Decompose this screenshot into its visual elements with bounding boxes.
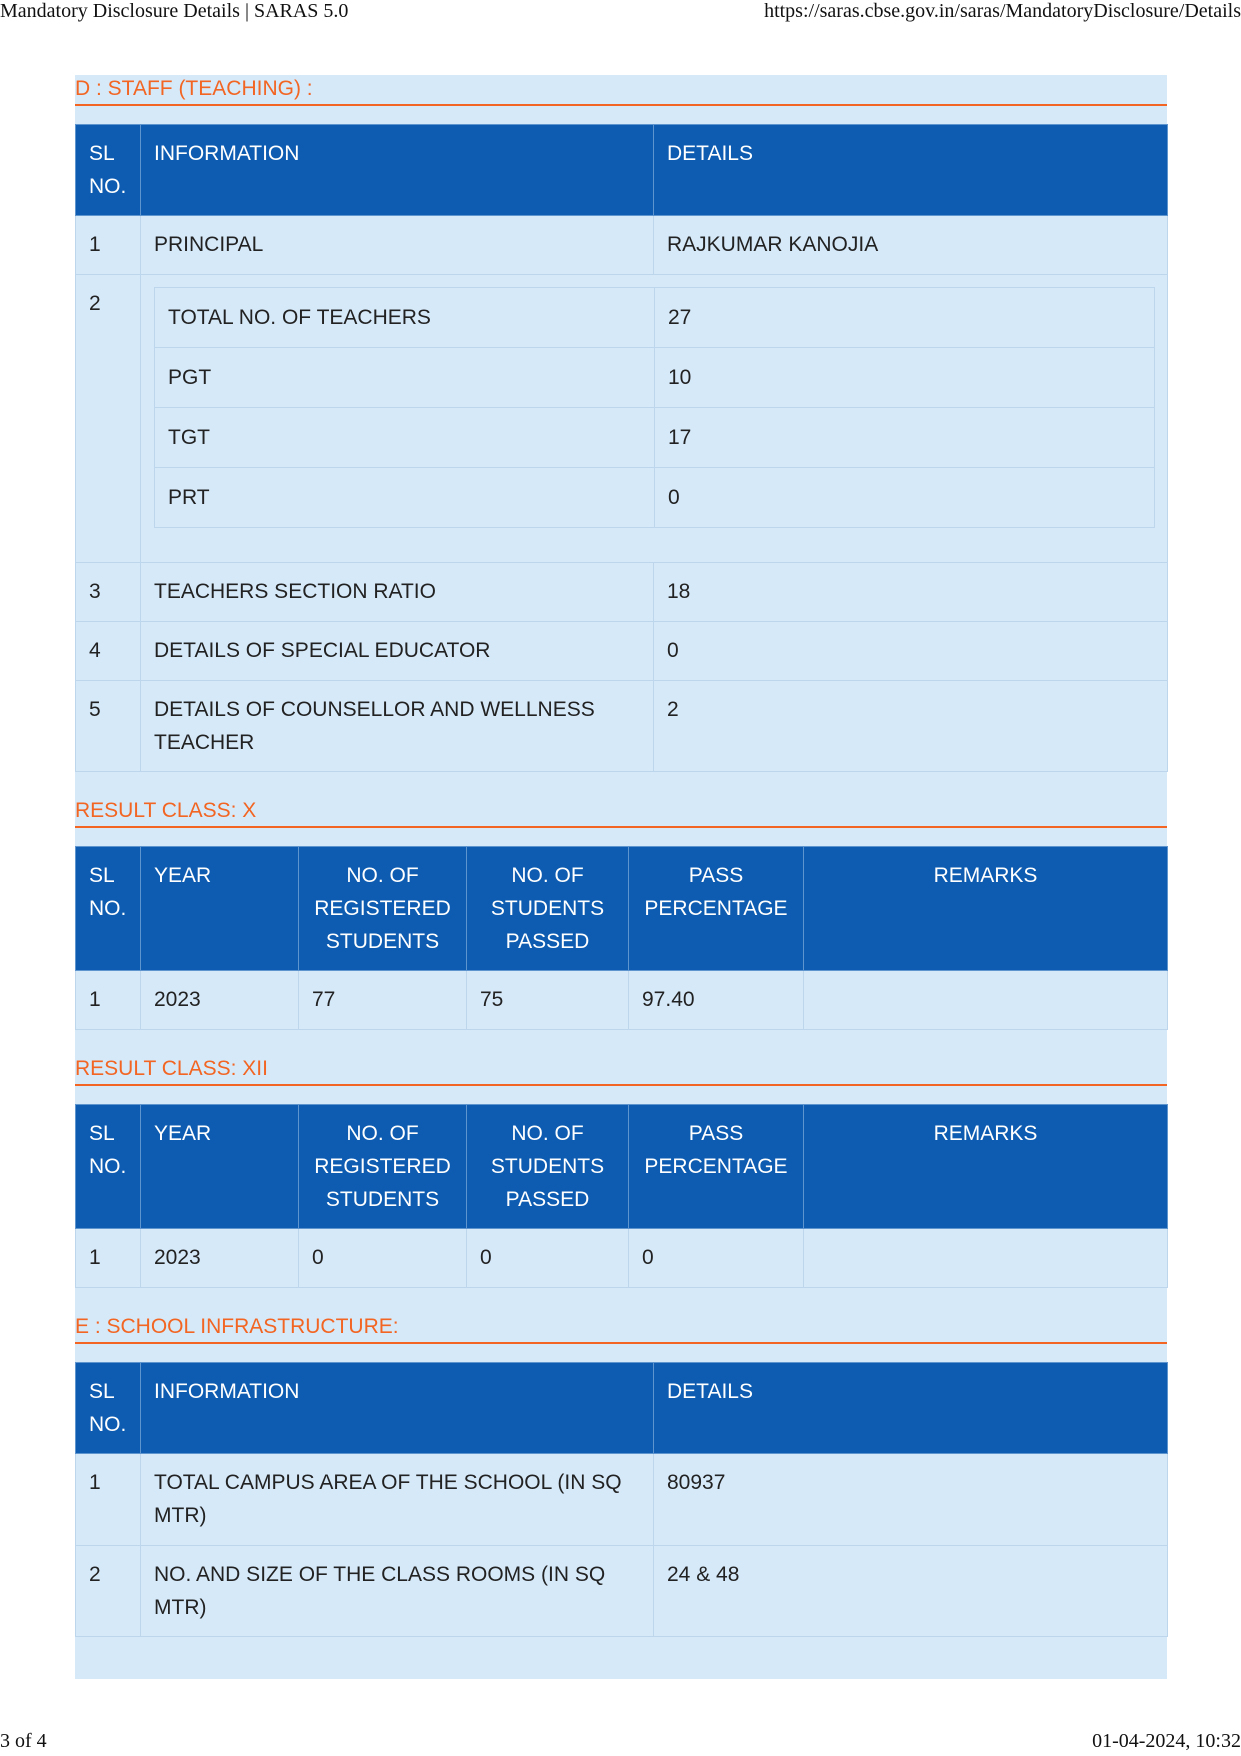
cell-pass-percentage: 97.40	[629, 971, 804, 1030]
print-header-url: https://saras.cbse.gov.in/saras/MandatoryDisclosure/Details	[764, 0, 1241, 22]
table-row	[76, 681, 1168, 772]
cell-registered: 0	[299, 1229, 467, 1288]
table-row	[76, 563, 1168, 622]
cell-sl: 4	[76, 622, 141, 681]
cell-sl: 1	[76, 971, 141, 1030]
cell-details: 80937	[654, 1454, 1168, 1546]
cell-remarks	[804, 1229, 1168, 1288]
col-header-information: INFORMATION	[141, 125, 654, 216]
sub-details: 27	[655, 288, 1155, 348]
cell-details: 24 & 48	[654, 1546, 1168, 1637]
cell-passed: 75	[467, 971, 629, 1030]
section-title-result-x: RESULT CLASS: X	[75, 798, 1167, 828]
cell-year: 2023	[141, 1229, 299, 1288]
col-header-pass-percentage: PASS PERCENTAGE	[629, 847, 804, 971]
result-xii-table	[75, 1104, 1168, 1288]
cell-sl: 1	[76, 1229, 141, 1288]
col-header-passed: NO. OF STUDENTS PASSED	[467, 847, 629, 971]
list-item	[155, 348, 1155, 408]
cell-passed: 0	[467, 1229, 629, 1288]
col-header-remarks: REMARKS	[804, 847, 1168, 971]
print-footer	[0, 1730, 1241, 1756]
table-header-row	[76, 847, 1168, 971]
list-item	[155, 468, 1155, 528]
cell-year: 2023	[141, 971, 299, 1030]
table-row	[76, 1546, 1168, 1637]
table-row	[76, 216, 1168, 275]
table-row	[76, 622, 1168, 681]
table-row	[76, 1229, 1168, 1288]
col-header-information: INFORMATION	[141, 1363, 654, 1454]
cell-details: 18	[654, 563, 1168, 622]
print-header	[0, 0, 1241, 26]
sub-details: 0	[655, 468, 1155, 528]
sub-info: TGT	[155, 408, 655, 468]
cell-details: 2	[654, 681, 1168, 772]
sub-details: 17	[655, 408, 1155, 468]
cell-info: DETAILS OF SPECIAL EDUCATOR	[141, 622, 654, 681]
sub-info: PRT	[155, 468, 655, 528]
col-header-sl-no: SL NO.	[76, 847, 141, 971]
cell-pass-percentage: 0	[629, 1229, 804, 1288]
cell-details: 0	[654, 622, 1168, 681]
cell-sl: 1	[76, 216, 141, 275]
cell-info: DETAILS OF COUNSELLOR AND WELLNESS TEACHER	[141, 681, 654, 772]
teacher-breakdown-table	[154, 287, 1155, 528]
cell-sl: 1	[76, 1454, 141, 1546]
col-header-sl-no: SL NO.	[76, 1363, 141, 1454]
cell-sl: 3	[76, 563, 141, 622]
cell-info: PRINCIPAL	[141, 216, 654, 275]
col-header-registered: NO. OF REGISTERED STUDENTS	[299, 1105, 467, 1229]
cell-remarks	[804, 971, 1168, 1030]
col-header-year: YEAR	[141, 1105, 299, 1229]
col-header-year: YEAR	[141, 847, 299, 971]
section-title-staff: D : STAFF (TEACHING) :	[75, 76, 1167, 106]
cell-sl: 2	[76, 1546, 141, 1637]
col-header-passed: NO. OF STUDENTS PASSED	[467, 1105, 629, 1229]
section-title-infrastructure: E : SCHOOL INFRASTRUCTURE:	[75, 1314, 1167, 1344]
col-header-registered: NO. OF REGISTERED STUDENTS	[299, 847, 467, 971]
table-row	[76, 971, 1168, 1030]
list-item	[155, 408, 1155, 468]
cell-sl: 2	[76, 275, 141, 563]
result-x-table	[75, 846, 1168, 1030]
sub-info: TOTAL NO. OF TEACHERS	[155, 288, 655, 348]
cell-details: RAJKUMAR KANOJIA	[654, 216, 1168, 275]
sub-details: 10	[655, 348, 1155, 408]
infrastructure-table	[75, 1362, 1168, 1637]
cell-info: TOTAL CAMPUS AREA OF THE SCHOOL (IN SQ MTR)	[141, 1454, 654, 1546]
table-header-row	[76, 1105, 1168, 1229]
table-row	[76, 1454, 1168, 1546]
section-title-result-xii: RESULT CLASS: XII	[75, 1056, 1167, 1086]
cell-info: TEACHERS SECTION RATIO	[141, 563, 654, 622]
print-datetime: 01-04-2024, 10:32	[1092, 1730, 1241, 1752]
cell-registered: 77	[299, 971, 467, 1030]
print-header-title: Mandatory Disclosure Details | SARAS 5.0	[0, 0, 349, 22]
cell-teacher-breakdown	[141, 275, 1168, 563]
table-header-row	[76, 1363, 1168, 1454]
cell-sl: 5	[76, 681, 141, 772]
list-item	[155, 288, 1155, 348]
col-header-details: DETAILS	[654, 1363, 1168, 1454]
col-header-details: DETAILS	[654, 125, 1168, 216]
cell-info: NO. AND SIZE OF THE CLASS ROOMS (IN SQ MTR)	[141, 1546, 654, 1637]
table-row	[76, 275, 1168, 563]
col-header-pass-percentage: PASS PERCENTAGE	[629, 1105, 804, 1229]
col-header-sl-no: SL NO.	[76, 1105, 141, 1229]
col-header-remarks: REMARKS	[804, 1105, 1168, 1229]
col-header-sl-no: SL NO.	[76, 125, 141, 216]
page-number: 3 of 4	[0, 1730, 47, 1752]
staff-table	[75, 124, 1168, 772]
table-header-row	[76, 125, 1168, 216]
sub-info: PGT	[155, 348, 655, 408]
